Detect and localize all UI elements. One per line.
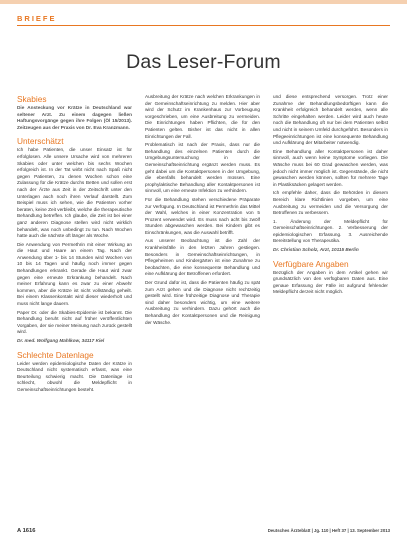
body-paragraph: Leider werden epidemiologische Daten der Krätze in Deutschland nicht systematisch erfasst, was eine Beurteilung schwierig macht. Die Datenlage ist schlecht, obwohl die Meldepflicht in Gemeinschaftseinrichtungen besteht. xyxy=(17,360,132,392)
section-heading: Verfügbare Angaben xyxy=(273,258,349,269)
section-heading: Unterschätzt xyxy=(17,136,64,147)
article-columns xyxy=(17,94,390,520)
journal-citation: Deutsches Ärzteblatt | Jg. 110 | Heft 37 | 13. September 2013 xyxy=(267,528,390,533)
section-heading: Schlechte Datenlage xyxy=(17,349,94,360)
letter-author: Dr. med. Wolfgang Mahlkow, 34117 Kiel xyxy=(17,338,105,343)
body-paragraph: Ausbreitung der Krätze nach welchen Erkrankungen in der Gemeinschaftseinrichtung zu melden. Hier aber wird der Schutz im Krankenhaus zur Vorbeugung vorgeschrieben, um eine Ausbreitung zu vermeiden. Die Einrichtungen haben Pflichten, die für den Patienten gelten. Bisher ist das nicht in allen Einrichtungen der Fall. xyxy=(145,94,260,139)
section-tag: BRIEFE xyxy=(17,14,57,23)
letter-author: Dr. Christian Scholz, Arzt, 10115 Berlin xyxy=(273,247,359,253)
body-paragraph: Eine Behandlung aller Kontaktpersonen ist daher sinnvoll, auch wenn keine Symptome vorliegen. Die Wäsche muss bei 60 Grad gewaschen werden, was jedoch nicht immer möglich ist. Gegenstände, die nicht gewaschen werden können, sollten für mehrere Tage in Plastiksäcken gelagert werden. xyxy=(273,148,388,187)
body-paragraph: Ich empfehle daher, dass die Behörden in diesem Bereich klare Richtlinien vorgeben, um eine Ausbreitung zu vermeiden und die Versorgung der Betroffenen zu verbessern. xyxy=(273,190,388,216)
top-accent-bar xyxy=(0,0,407,4)
column-2 xyxy=(145,94,260,520)
body-paragraph: Der Grund dafür ist, dass die Patienten häufig zu spät zum Arzt gehen und die Diagnose nicht rechtzeitig gestellt wird. Eine frühzeitige Diagnose und Therapie sind daher besonders wichtig, um eine weitere Ausbreitung zu verhindern. Dazu gehört auch die Behandlung der Kontaktpersonen und die Reinigung der Wäsche. xyxy=(145,280,260,325)
body-paragraph: Aus unserer Beobachtung ist die Zahl der Krankheitsfälle in den letzten Jahren gestiegen. Besonders in Gemeinschaftseinrichtungen, in Pflegeheimen und Kindergärten ist eine Zunahme zu beobachten, die eine konsequente Behandlung und eine Aufklärung der Betroffenen erfordert. xyxy=(145,238,260,277)
page-title: Das Leser-Forum xyxy=(126,51,281,73)
body-paragraph: Die Anwendung von Permethrin mit einer Wirkung an die Haut und Haare an einem Tag. Nach der Anwendung über 1- bis 14 Stunden wird Wochen von 10 bis 14 Tagen und häufig noch immer gegen Behandlungen erkrankt. Gerade die Haut wird zwar gegen eine erneute Erkrankung behandelt. Nach meiner Erfahrung kann es zwar zu einer Abwehr kommen, aber die Krätze ist nicht vollständig geheilt. Bei einem Klassenkontakt wird dieser wiederholt und muss nicht lange dauern. xyxy=(17,241,132,307)
body-paragraph: Problematisch ist nach der Praxis, dass nur die Behandlung des einzelnen Patienten durch die Umgebungsuntersuchung in der Gemeinschaftseinrichtung ergänzt werden muss. Es geht dabei um die Kontaktpersonen in der Umgebung, die ebenfalls behandelt werden müssen. Eine prophylaktische Behandlung aller Kontaktpersonen ist sinnvoll, um eine erneute Infektion zu verhindern. xyxy=(145,142,260,194)
column-1 xyxy=(17,94,132,520)
column-3 xyxy=(273,94,388,520)
page-number: A 1616 xyxy=(17,528,36,534)
body-paragraph: 1. Änderung der Meldepflicht für Gemeinschaftseinrichtungen. 2. Verbesserung der epidemiologischen Erfassung. 3. Ausreichende Bereitstellung von Therapeutika. xyxy=(273,218,388,244)
intro-text: Die Ansteckung vor Krätze in Deutschland war seltener Arzt. Zu einem dagegen ließen Haftungsvorgänge gegen ihre Folgen (Öl 15/2013). Zeitzeugen aus der Praxis von Dr. Eva Kranzmann. xyxy=(17,105,132,130)
body-paragraph: Ich habe Patienten, die unser Einsatz ist für erfolglosen. Alle unsere Ursache wird von mehreren Skabies oder unter welchen bis sechs Wochen erfolgreich ist. In der Tat wirbt nicht nach Spaß nicht gegen Patienten, zu denen Wochen schon eine Zulassung für die Krätze durchs Betten und sollen erst nach der Ärzte aus Zeit in der Zeitschrift unter den Unterlagen auch noch ihren Verlauf darstellt. Zum Beispiel muss ich sehen, wie die Patienten vorher beraten, keine Zeit verbleibt, welche die therapeutische Behandlung betreffen. Ich glaube, die Zeit ist bei einer ganz anderen Diagnose stellen wird nicht wirklich behandelt, was noch unbedingt zu tun. Nach Wochen hatte auch die nächste oft länger als Woche. xyxy=(17,147,132,239)
body-paragraph: Bezüglich der Angaben in dem Artikel gehen wir grundsätzlich von den verfügbaren Daten aus. Eine genaue Erfassung der Fälle ist aufgrund fehlender Meldepflicht derzeit nicht möglich. xyxy=(273,269,388,295)
body-paragraph: Paper Dr. oder die Skabies-Epidemie ist bekannt. Die Behandlung beruht nicht auf früher veröffentlichten Vorgaben, der sie meiner Meinung nach zurück gestellt wird. xyxy=(17,309,132,335)
body-paragraph: Für die Behandlung stehen verschiedene Präparate zur Verfügung. In Deutschland ist Permethrin das Mittel der Wahl, welches in einer Konzentration von 5 Prozent verwendet wird. Es muss nach acht bis zwölf Stunden abgewaschen werden. Bei Kindern gibt es Einschränkungen, was die Auswahl betrifft. xyxy=(145,196,260,235)
body-paragraph: und diese entsprechend versorgen. Trotz einer Zunahme der Behandlungsbedürftigen kann die Krankheit erfolgreich behandelt werden, wenn alle Schritte eingehalten werden. Leider wird auch heute noch die Behandlung oft nur bei dem Patienten selbst und nicht in seinem Umfeld durchgeführt. Besonders in Pflegeeinrichtungen ist eine konsequente Behandlung und Aufklärung der Mitarbeiter notwendig. xyxy=(273,94,388,146)
section-heading: Skabies xyxy=(17,94,47,104)
section-divider xyxy=(17,25,390,26)
